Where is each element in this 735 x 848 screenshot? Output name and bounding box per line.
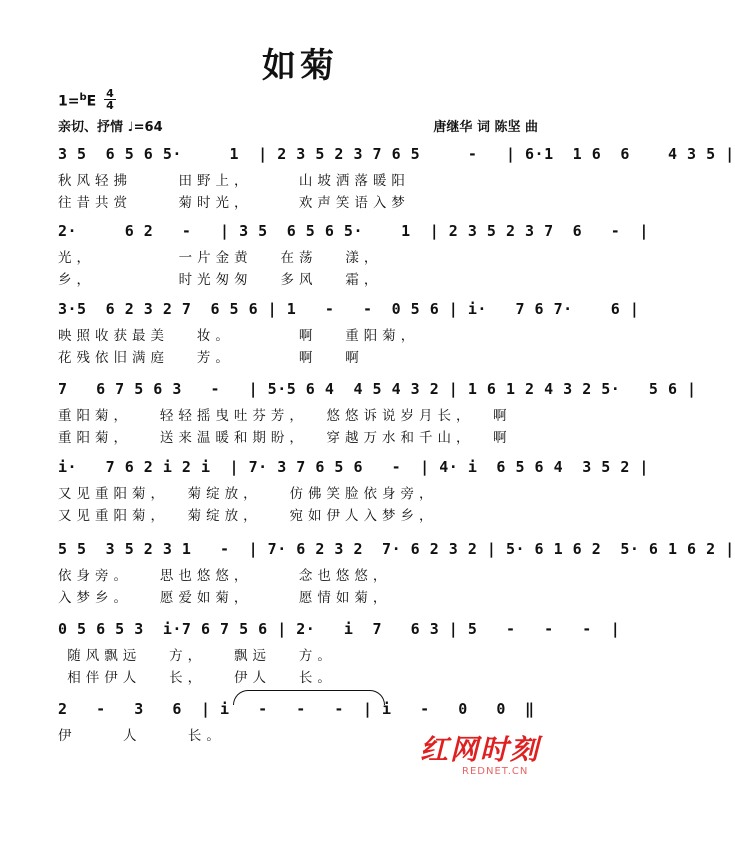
lyric-line-1: 伊 人 长。 [58, 728, 225, 744]
lyric-line-1: 秋风轻拂 田野上， 山坡洒落暖阳 [58, 173, 410, 189]
notation-line: 3·5 6 2 3 2 7 6 5 6 | 1 - - 0 5 6 | i· 7 6 7· 6 | [58, 300, 640, 318]
lyric-line-1: 又见重阳菊， 菊绽放， 仿佛笑脸依身旁， [58, 486, 438, 502]
lyric-line-2: 重阳菊， 送来温暖和期盼， 穿越万水和千山， 啊 [58, 430, 512, 446]
notation-line: i· 7 6 2 i 2 i | 7· 3 7 6 5 6 - | 4· i 6 5 6 4 3 5 2 | [58, 458, 649, 476]
time-sig-bottom: 4 [104, 99, 116, 111]
time-sig-top: 4 [106, 87, 114, 100]
score-system-3 [58, 300, 640, 368]
song-title: 如菊 [262, 46, 338, 86]
notation-line: 2 - 3 6 | i - - - | i - 0 0 ‖ [58, 700, 535, 718]
lyric-line-2: 相伴伊人 长， 伊人 长。 [58, 670, 336, 686]
lyric-line-2: 又见重阳菊， 菊绽放， 宛如伊人入梦乡， [58, 508, 438, 524]
tempo-marking: 亲切、抒情 ♩=64 [58, 120, 163, 135]
time-signature [104, 88, 116, 111]
lyric-line-2: 乡， 时光匆匆 多风 霜， [58, 272, 383, 288]
score-system-2 [58, 222, 649, 290]
score-system-7 [58, 620, 621, 688]
watermark-sub: REDNET.CN [462, 766, 529, 777]
notation-line: 2· 6 2 - | 3 5 6 5 6 5· 1 | 2 3 5 2 3 7 6 - | [58, 222, 649, 240]
flat-sign: b [79, 92, 87, 103]
notation-line: 0 5 6 5 3 i·7 6 7 5 6 | 2· i 7 6 3 | 5 - - - | [58, 620, 621, 638]
score-system-6 [58, 540, 735, 608]
lyric-line-1: 映照收获最美 妆。 啊 重阳菊， [58, 328, 420, 344]
score-system-1 [58, 145, 735, 213]
score-system-5 [58, 458, 649, 526]
key-note: E [86, 93, 97, 110]
lyric-line-2: 花残依旧满庭 芳。 啊 啊 [58, 350, 364, 366]
notation-line: 7 6 7 5 6 3 - | 5·5 6 4 4 5 4 3 2 | 1 6 1 2 4 3 2 5· 5 6 | [58, 380, 697, 398]
score-system-4 [58, 380, 697, 448]
lyric-line-1: 随风飘远 方， 飘远 方。 [58, 648, 336, 664]
lyric-line-1: 依身旁。 思也悠悠， 念也悠悠， [58, 568, 392, 584]
lyric-line-1: 重阳菊， 轻轻摇曳吐芬芳， 悠悠诉说岁月长， 啊 [58, 408, 512, 424]
lyric-line-2: 入梦乡。 愿爱如菊， 愿情如菊， [58, 590, 392, 606]
key-signature [58, 92, 96, 110]
lyric-line-2: 往昔共赏 菊时光， 欢声笑语入梦 [58, 195, 410, 211]
notation-line: 5 5 3 5 2 3 1 - | 7· 6 2 3 2 7· 6 2 3 2 | 5· 6 1 6 2 5· 6 1 6 2 | [58, 540, 735, 558]
notation-line: 3 5 6 5 6 5· 1 | 2 3 5 2 3 7 6 5 - | 6·1 1 6 6 4 3 5 | [58, 145, 735, 163]
key-prefix: 1= [58, 93, 80, 110]
lyric-line-1: 光， 一片金黄 在荡 漾， [58, 250, 383, 266]
watermark-logo: 红网时刻 [420, 733, 541, 766]
credits: 唐继华 词 陈坚 曲 [433, 120, 538, 135]
